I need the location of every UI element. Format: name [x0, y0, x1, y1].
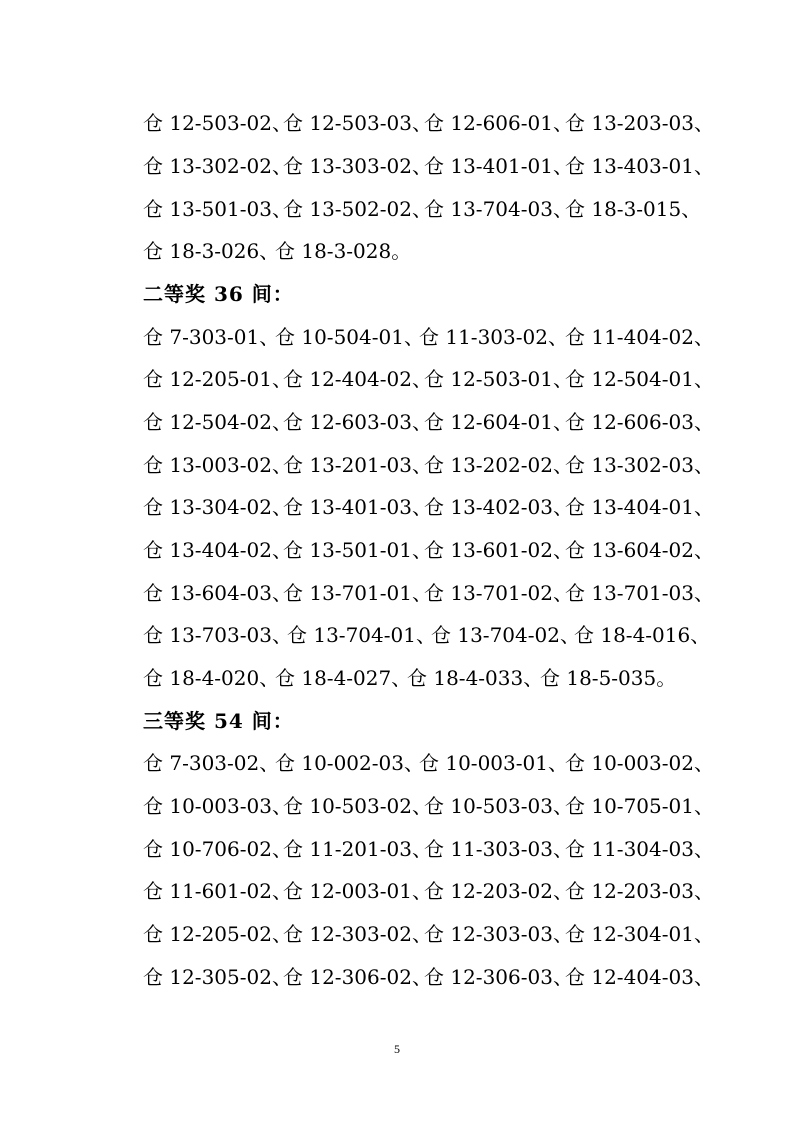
- text-line: [143, 444, 723, 486]
- warehouse-code: 仓 12-303-02、: [283, 922, 432, 946]
- warehouse-code: 仓 13-501-01、: [283, 538, 432, 562]
- warehouse-code: 仓 13-404-02、: [143, 538, 292, 562]
- warehouse-code: 仓 13-502-02、: [283, 197, 432, 221]
- text-line: [143, 486, 723, 528]
- warehouse-code: 仓 18-4-027、: [275, 666, 412, 690]
- warehouse-code: 仓 18-3-026、: [143, 239, 280, 263]
- warehouse-code: 仓 12-303-03、: [424, 922, 573, 946]
- warehouse-code: 仓 13-303-02、: [283, 154, 432, 178]
- warehouse-code: 仓 12-503-03、: [283, 111, 432, 135]
- warehouse-code: 仓 12-606-03、: [565, 410, 714, 434]
- warehouse-code: 仓 18-4-016、: [574, 623, 711, 647]
- warehouse-code: 仓 13-202-02、: [424, 453, 573, 477]
- warehouse-code: 仓 10-003-03、: [143, 794, 292, 818]
- warehouse-code: 仓 13-604-03、: [143, 581, 292, 605]
- second-prize-heading: 二等奖 36 间：: [143, 282, 294, 306]
- warehouse-code: 仓 12-504-02、: [143, 410, 292, 434]
- warehouse-code: 仓 11-303-02、: [419, 325, 568, 349]
- warehouse-code: 仓 13-704-02、: [431, 623, 580, 647]
- warehouse-code: 仓 11-601-02、: [143, 879, 292, 903]
- warehouse-code: 仓 7-303-01、: [143, 325, 280, 349]
- warehouse-code: 仓 12-606-01、: [424, 111, 573, 135]
- warehouse-code: 仓 13-701-02、: [424, 581, 573, 605]
- warehouse-code: 仓 18-5-035。: [540, 666, 677, 690]
- warehouse-code: 仓 12-305-02、: [143, 965, 292, 989]
- warehouse-code: 仓 12-604-01、: [424, 410, 573, 434]
- warehouse-code: 仓 10-003-02、: [565, 751, 714, 775]
- text-line: [143, 572, 723, 614]
- warehouse-code: 仓 12-404-03、: [565, 965, 714, 989]
- warehouse-code: 仓 12-003-01、: [283, 879, 432, 903]
- warehouse-code: 仓 10-504-01、: [275, 325, 424, 349]
- warehouse-code: 仓 7-303-02、: [143, 751, 280, 775]
- warehouse-code: 仓 13-302-02、: [143, 154, 292, 178]
- warehouse-code: 仓 11-303-03、: [424, 837, 573, 861]
- warehouse-code: 仓 10-705-01、: [565, 794, 714, 818]
- warehouse-code: 仓 10-503-02、: [283, 794, 432, 818]
- text-line: [143, 102, 723, 144]
- text-line: [143, 316, 723, 358]
- warehouse-code: 仓 12-304-01、: [565, 922, 714, 946]
- text-line: [143, 956, 723, 998]
- warehouse-code: 仓 13-501-03、: [143, 197, 292, 221]
- warehouse-code: 仓 13-403-01、: [565, 154, 714, 178]
- text-line: [143, 145, 723, 187]
- third-prize-heading: 三等奖 54 间：: [143, 709, 294, 733]
- warehouse-code: 仓 13-401-03、: [283, 495, 432, 519]
- text-line: [143, 742, 723, 784]
- warehouse-code: 仓 13-302-03、: [565, 453, 714, 477]
- warehouse-code: 仓 13-003-02、: [143, 453, 292, 477]
- warehouse-code: 仓 13-601-02、: [424, 538, 573, 562]
- warehouse-code: 仓 13-701-01、: [283, 581, 432, 605]
- warehouse-code: 仓 12-503-02、: [143, 111, 292, 135]
- warehouse-code: 仓 18-4-020、: [143, 666, 280, 690]
- warehouse-code: 仓 13-402-03、: [424, 495, 573, 519]
- warehouse-code: 仓 11-201-03、: [283, 837, 432, 861]
- warehouse-code: 仓 13-201-03、: [283, 453, 432, 477]
- warehouse-code: 仓 10-503-03、: [424, 794, 573, 818]
- warehouse-code: 仓 10-706-02、: [143, 837, 292, 861]
- warehouse-code: 仓 18-4-033、: [407, 666, 544, 690]
- warehouse-code: 仓 13-704-01、: [287, 623, 436, 647]
- warehouse-code: 仓 11-304-03、: [565, 837, 714, 861]
- text-line: [143, 230, 723, 272]
- warehouse-code: 仓 12-306-02、: [283, 965, 432, 989]
- warehouse-code: 仓 13-401-01、: [424, 154, 573, 178]
- warehouse-code: 仓 11-404-02、: [565, 325, 714, 349]
- text-line: [143, 614, 723, 656]
- warehouse-code: 仓 13-203-03、: [565, 111, 714, 135]
- warehouse-code: 仓 12-503-01、: [424, 367, 573, 391]
- warehouse-code: 仓 12-205-02、: [143, 922, 292, 946]
- warehouse-code: 仓 13-701-03、: [565, 581, 714, 605]
- warehouse-code: 仓 12-404-02、: [283, 367, 432, 391]
- warehouse-code: 仓 12-203-03、: [565, 879, 714, 903]
- warehouse-code: 仓 10-003-01、: [419, 751, 568, 775]
- warehouse-code: 仓 13-604-02、: [565, 538, 714, 562]
- warehouse-code: 仓 12-205-01、: [143, 367, 292, 391]
- warehouse-code: 仓 13-703-03、: [143, 623, 292, 647]
- text-line: [143, 657, 723, 699]
- text-line: [143, 785, 723, 827]
- warehouse-code: 仓 13-304-02、: [143, 495, 292, 519]
- text-line: [143, 529, 723, 571]
- warehouse-code: 仓 18-3-028。: [275, 239, 412, 263]
- page-number: 5: [394, 1042, 400, 1056]
- warehouse-code: 仓 18-3-015、: [565, 197, 702, 221]
- warehouse-code: 仓 12-504-01、: [565, 367, 714, 391]
- warehouse-code: 仓 12-306-03、: [424, 965, 573, 989]
- warehouse-code: 仓 10-002-03、: [275, 751, 424, 775]
- text-line: [143, 358, 723, 400]
- text-line: [143, 870, 723, 912]
- warehouse-code: 仓 12-203-02、: [424, 879, 573, 903]
- warehouse-code: 仓 13-404-01、: [565, 495, 714, 519]
- text-line: [143, 913, 723, 955]
- text-line: [143, 401, 723, 443]
- text-line: [143, 828, 723, 870]
- warehouse-code: 仓 13-704-03、: [424, 197, 573, 221]
- text-line: [143, 188, 723, 230]
- warehouse-code: 仓 12-603-03、: [283, 410, 432, 434]
